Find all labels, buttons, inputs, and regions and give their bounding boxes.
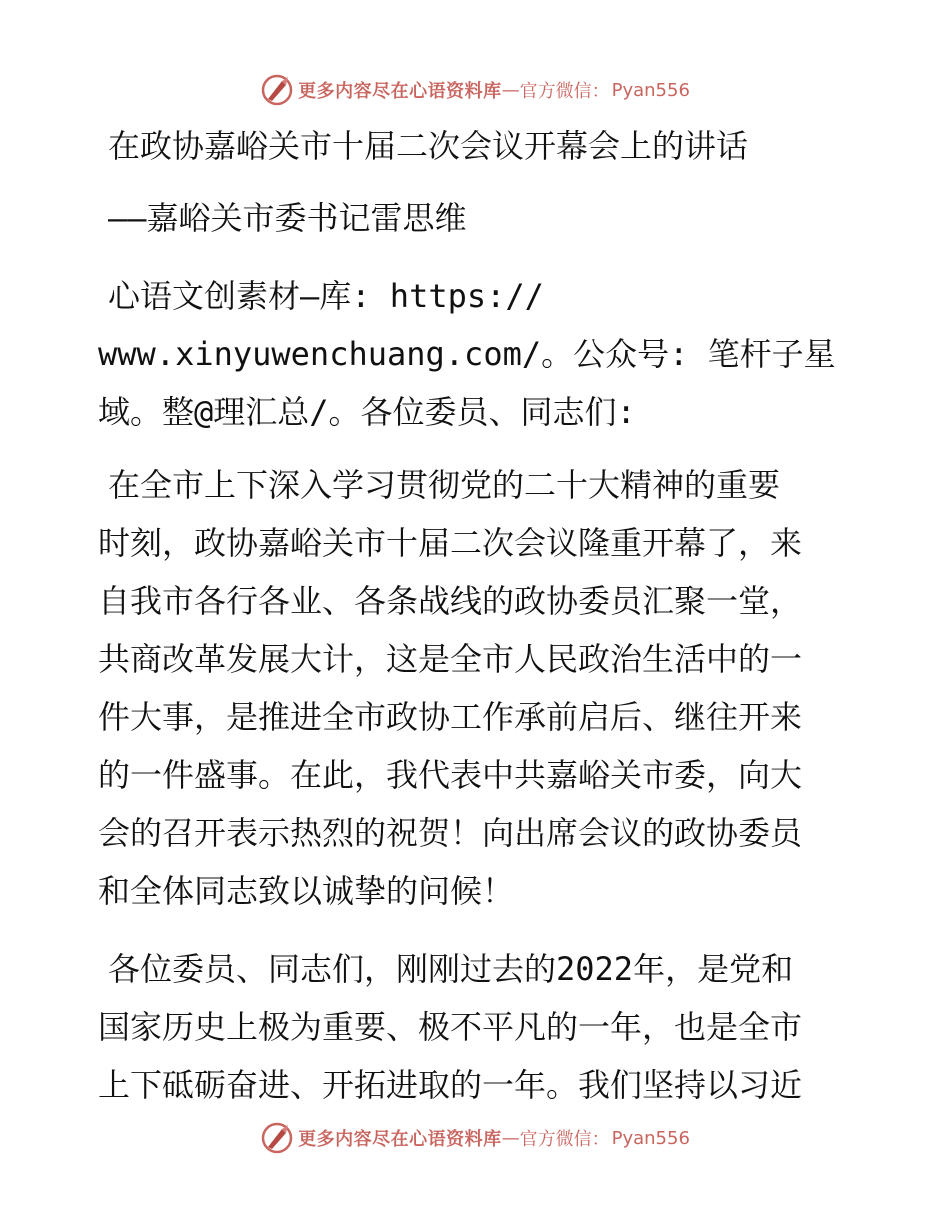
banner-main-text: 更多内容尽在心语资料库 [298,81,502,102]
paragraph-line: 自我市各行各业、各条战线的政协委员汇聚一堂， [98,582,803,620]
banner-wechat-id: Pyan556 [611,1127,690,1149]
paragraph-line: 会的召开表示热烈的祝贺！向出席会议的政协委员 [98,814,803,852]
paragraph-line: 共商改革发展大计，这是全市人民政治生活中的一 [98,640,803,678]
source-line: www.xinyuwenchuang.com/。公众号: 笔杆子星 [98,335,836,373]
quill-logo-icon [260,73,294,107]
source-line: 心语文创素材—库: https:// [108,277,544,315]
paragraph-line: 国家历史上极为重要、极不平凡的一年，也是全市 [98,1008,803,1046]
header-banner [0,70,950,110]
paragraph-1 [98,456,802,920]
banner-main-text: 更多内容尽在心语资料库 [298,1129,502,1150]
quill-logo-icon [260,1121,294,1155]
paragraph-line: 件大事，是推进全市政协工作承前启后、继往开来 [98,698,803,736]
footer-banner [0,1118,950,1158]
paragraph-line: 各位委员、同志们，刚刚过去的2022年，是党和 [108,950,794,988]
paragraph-line: 和全体同志致以诚挚的问候！ [98,872,515,910]
banner-wechat-label: 官方微信： [519,1129,610,1150]
document-subtitle: ——嘉峪关市委书记雷思维 [108,199,467,237]
banner-dash: — [501,79,520,101]
source-line: 域。整@理汇总/。各位委员、同志们: [98,393,636,431]
paragraph-line: 在全市上下深入学习贯彻党的二十大精神的重要 [108,466,781,504]
paragraph-line: 上下砥砺奋进、开拓进取的一年。我们坚持以习近 [98,1066,803,1104]
paragraph-2 [98,940,802,1114]
paragraph-line: 时刻，政协嘉峪关市十届二次会议隆重开幕了，来 [98,524,803,562]
banner-wechat-id: Pyan556 [611,79,690,101]
banner-wechat-label: 官方微信： [519,81,610,102]
document-title: 在政协嘉峪关市十届二次会议开幕会上的讲话 [108,127,749,165]
banner-dash: — [501,1127,520,1149]
paragraph-line: 的一件盛事。在此，我代表中共嘉峪关市委，向大 [98,756,803,794]
